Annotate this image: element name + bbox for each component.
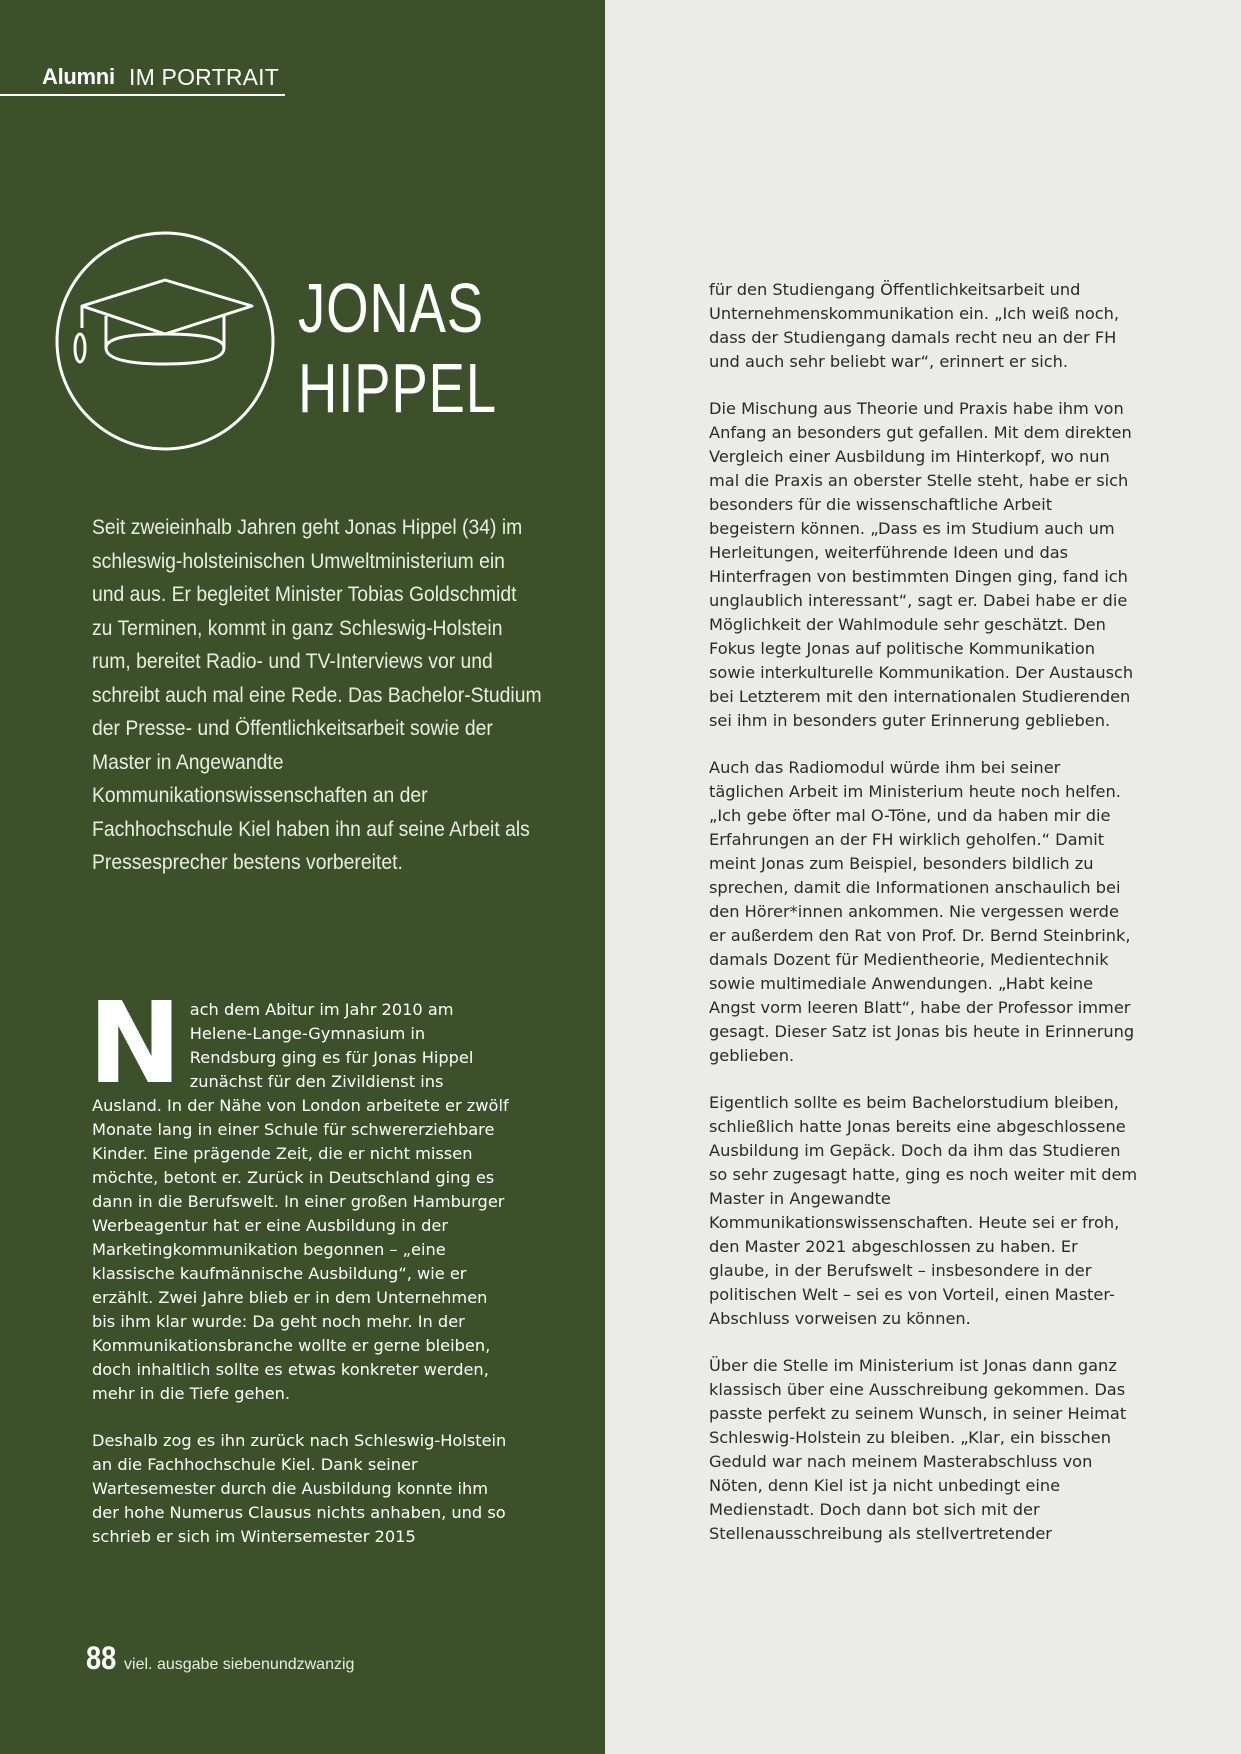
intro-paragraph: Seit zweieinhalb Jahren geht Jonas Hippel (34) im schleswig-holsteinischen Umweltministerium ein und aus. Er begleitet Minister Tobias Goldschmidt zu Terminen, kommt in ganz Schleswig-Holstein rum, bereitet Radio- und TV-Interviews vor und schreibt auch mal eine Rede. Das Bachelor-Studium der Presse- und Öffentlichkeitsarbeit sowie der Master in Angewandte Kommunikationswissenschaften an der Fachhochschule Kiel haben ihn auf seine Arbeit als Pressesprecher bestens vorbereitet. <box>92 515 542 874</box>
name-line-2: HIPPEL <box>298 349 497 427</box>
article-paragraph: Deshalb zog es ihn zurück nach Schleswig-Holstein an die Fachhochschule Kiel. Dank seiner Wartesemester durch die Ausbildung konnte ihm der hohe Numerus Clausus nichts anhaben, und so schrieb er sich im Wintersemester 2015 <box>92 1431 507 1546</box>
paragraph-text: ach dem Abitur im Jahr 2010 am Helene-Lange-Gymnasium in Rendsburg ging es für Jonas Hippel zunächst für den Zivildienst ins Ausland. In der Nähe von London arbeitete er zwölf Monate lang in einer Schule für schwererziehbare Kinder. Eine prägende Zeit, die er nicht missen möchte, betont er. Zurück in Deutschland ging es dann in die Berufswelt. In einer großen Hamburger Werbeagentur hat er eine Ausbildung in der Marketingkommunikation begonnen – „eine klassische kaufmännische Ausbildung“, wie er erzählt. Zwei Jahre blieb er in dem Unternehmen bis ihm klar wurde: Da geht noch mehr. In der Kommunikationsbranche wollte er gerne bleiben, doch inhaltlich sollte es etwas konkreter werden, mehr in die Tiefe gehen. <box>92 1000 509 1403</box>
article-column-left <box>88 979 510 1572</box>
article-paragraph: Die Mischung aus Theorie und Praxis habe ihm von Anfang an besonders gut gefallen. Mit dem direkten Vergleich einer Ausbildung im Hinterkopf, wo nun mal die Praxis an oberster Stelle steht, habe er sich besonders für die wissenschaftliche Arbeit begeistern können. „Dass es im Studium auch um Herleitungen, weiterführende Ideen und das Hinterfragen von bestimmten Dingen ging, fand ich unglaublich interessant“, sagt er. Dabei habe er die Möglichkeit der Wahlmodule sehr geschätzt. Den Fokus legte Jonas auf politische Kommunikation sowie interkulturelle Kommunikation. Der Austausch bei Letzterem mit den internationalen Studierenden sei ihm in besonders guter Erinnerung geblieben. <box>709 399 1134 730</box>
graduation-cap-icon <box>54 230 276 452</box>
article-paragraph: Eigentlich sollte es beim Bachelorstudium bleiben, schließlich hatte Jonas bereits eine abgeschlossene Ausbildung im Gepäck. Doch da ihm das Studieren so sehr zugesagt hatte, ging es noch weiter mit dem Master in Angewandte Kommunikationswissenschaften. Heute sei er froh, den Master 2021 abgeschlossen zu haben. Er glaube, in der Berufswelt – insbesondere in der politischen Welt – sei es von Vorteil, einen Master-Abschluss vorweisen zu können. <box>709 1093 1138 1328</box>
name-line-1: JONAS <box>298 269 484 347</box>
section-label: Alumni <box>42 64 115 89</box>
left-panel <box>0 0 605 1754</box>
issue-label: viel. ausgabe siebenundzwanzig <box>124 1656 355 1673</box>
page-footer <box>86 1640 354 1677</box>
article-paragraph: Über die Stelle im Ministerium ist Jonas dann ganz klassisch über eine Ausschreibung gekommen. Das passte perfekt zu seinem Wunsch, in seiner Heimat Schleswig-Holstein zu bleiben. „Klar, ein bisschen Geduld war nach meinem Masterabschluss von Nöten, denn Kiel ist ja nicht unbedingt eine Medienstadt. Doch dann bot sich mit der Stellenausschreibung als stellvertretender <box>709 1356 1127 1543</box>
portrait-name <box>298 268 497 428</box>
subsection-label: IM PORTRAIT <box>129 64 280 90</box>
article-paragraph: Auch das Radiomodul würde ihm bei seiner täglichen Arbeit im Ministerium heute noch helfen. „Ich gebe öfter mal O-Töne, und da haben mir die Erfahrungen an der FH wirklich geholfen.“ Damit meint Jonas zum Beispiel, besonders bildlich zu sprechen, damit die Informationen anschaulich bei den Hörer*innen ankommen. Nie vergessen werde er außerdem den Rat von Prof. Dr. Bernd Steinbrink, damals Dozent für Medientheorie, Medientechnik sowie multimediale Anwendungen. „Habt keine Angst vorm leeren Blatt“, habe der Professor immer gesagt. Dieser Satz ist Jonas bis heute in Erinnerung geblieben. <box>709 758 1135 1065</box>
page-number: 88 <box>86 1640 117 1676</box>
section-header <box>0 62 285 96</box>
right-panel <box>605 0 1241 1754</box>
dropcap: N <box>88 979 182 1109</box>
article-column-right <box>709 278 1139 1569</box>
article-paragraph <box>88 979 510 1406</box>
article-paragraph: für den Studiengang Öffentlichkeitsarbeit und Unternehmenskommunikation ein. „Ich weiß noch, dass der Studiengang damals recht neu an der FH und auch sehr beliebt war“, erinnert er sich. <box>709 280 1120 371</box>
